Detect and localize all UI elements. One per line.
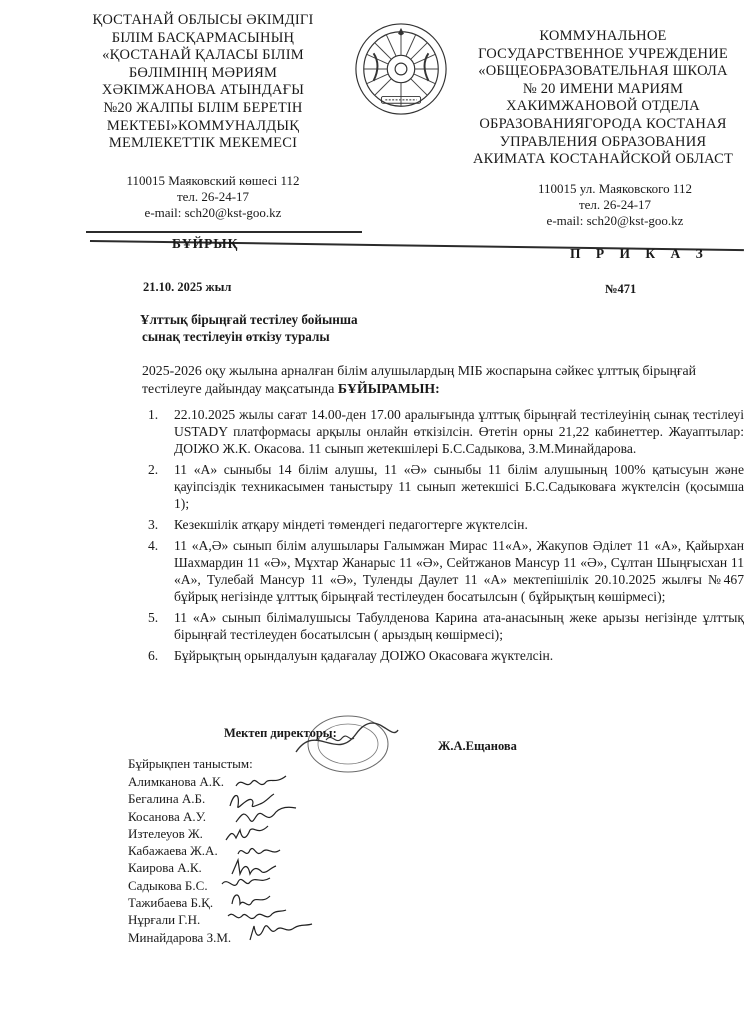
order-item [148, 406, 744, 457]
item-text: 22.10.2025 жылы сағат 14.00-ден 17.00 аралығында ұлттық бірыңғай тестілеуінің сынақ тестілеуі USTADY платформасы арқылы онлайн өткізілсін. Өтетін орны 21,22 кабинеттер. Жауаптылар: ДОІЖО Ж.К. Окасова. 11 сынып жетекшілері Б.С.Садыкова, З.М.Минайдарова. [174, 407, 744, 456]
acquainted-person: Изтелеуов Ж. [128, 825, 203, 841]
doc-type-kazakh: БҰЙРЫҚ [172, 236, 239, 251]
acquainted-person: Минайдарова З.М. [128, 929, 232, 945]
address-phone: тел. 26-24-17 [176, 189, 250, 204]
header-kz-line: ҚОСТАНАЙ ОБЛЫСЫ ӘКІМДІГІ [92, 12, 314, 28]
signature-icon [246, 922, 316, 944]
item-text: 11 «А» сыныбы 14 білім алушы, 11 «Ә» сыныбы 11 білім алушының 100% қатысуын және қауіпсіздік техникасымен таныстыру 11 сынып жетекшісі Б.С.Садыковаға жүктелсін (қосымша 1); [174, 462, 744, 511]
header-kz-line: №20 ЖАЛПЫ БІЛІМ БЕРЕТІН [103, 99, 303, 116]
header-kz-line: БІЛІМ БАСҚАРМАСЫНЫҢ [111, 29, 295, 46]
acquainted-person: Каирова А.К. [128, 860, 202, 876]
header-russian [462, 28, 744, 169]
address-email: e-mail: sch20@kst-goo.kz [144, 205, 282, 220]
item-text: Бұйрықтың орындалуын қадағалау ДОІЖО Окасоваға жүктелсін. [174, 648, 554, 663]
subject-line: Ұлттық бірыңғай тестілеу бойынша [140, 312, 358, 327]
intro-line: 2025-2026 оқу жылына арналған білім алушылардың МІБ жоспарына сәйкес ұлттық бірыңғай [142, 363, 697, 378]
state-emblem-icon [352, 20, 450, 118]
item-text: Кезекшілік атқару міндеті төмендегі педагогтерге жүктелсін. [174, 517, 528, 532]
order-subject [140, 311, 460, 345]
address-email: e-mail: sch20@kst-goo.kz [546, 213, 684, 228]
header-ru-line: АКИМАТА КОСТАНАЙСКОЙ ОБЛАСТ [472, 151, 734, 168]
acquainted-person: Нұрғали Г.Н. [128, 912, 201, 928]
item-number: 5. [148, 610, 159, 625]
item-number: 3. [148, 517, 159, 532]
subject-line: сынақ тестілеуін өткізу туралы [142, 329, 330, 344]
acquainted-person: Кабажаева Ж.А. [128, 843, 218, 859]
header-kz-line: «ҚОСТАНАЙ ҚАЛАСЫ БІЛІМ [102, 47, 304, 64]
acquainted-person: Бегалина А.Б. [128, 791, 206, 807]
order-item [148, 609, 744, 643]
order-intro [142, 362, 744, 397]
order-item [148, 516, 744, 533]
header-ru-line: ХАКИМЖАНОВОЙ ОТДЕЛА [506, 98, 700, 115]
header-ru-line: ГОСУДАРСТВЕННОЕ УЧРЕЖДЕНИЕ [478, 45, 728, 62]
director-name: Ж.А.Ещанова [438, 739, 517, 753]
address-street: 110015 Маяковский көшесі 112 [126, 173, 300, 188]
item-text: 11 «А,Ә» сынып білім алушылары Галымжан Мирас 11«А», Жакупов Әділет 11 «А», Қайырхан Шахмардин 11 «Ә», Мұхтар Жанарыс 11 «Ә», Сейтжанов Мансур 11 «Ә», Сұлтан Шыңғысхан 11 «А», Тулебай Мансур 11 «Ә», Туленды Даулет 11 «А» мектепішілік 20.10.2025 жылғы №467 бұйрық негізінде ұлттық бірыңғай тестілеуден босатылсын ( бұйрықтың көшірмесі); [174, 538, 744, 604]
order-number: №471 [605, 282, 637, 296]
doc-type-russian: П Р И К А З [570, 246, 709, 261]
acquainted-person: Косанова А.У. [128, 808, 206, 824]
address-russian [500, 181, 730, 229]
acquainted-person: Тажибаева Б.Қ. [128, 895, 214, 911]
item-text: 11 «А» сынып білімалушысы Табулденова Карина ата-анасының жеке арызы негізінде ұлттық бірыңғай тестілеуден босатылсын ( арыздың көшірмесі); [174, 610, 744, 642]
header-kz-line: БӨЛІМІНІҢ МӘРИЯМ [128, 64, 278, 81]
item-number: 2. [148, 462, 159, 477]
item-number: 1. [148, 407, 159, 422]
header-ru-line: № 20 ИМЕНИ МАРИЯМ [522, 80, 684, 97]
intro-order-word: БҰЙЫРАМЫН: [337, 380, 440, 396]
acquainted-person: Садыкова Б.С. [128, 877, 208, 893]
round-stamp-icon [286, 712, 406, 776]
item-number: 6. [148, 648, 159, 663]
order-date: 21.10. 2025 жыл [143, 280, 232, 294]
order-item [148, 647, 744, 664]
intro-prefix: тестілеуге дайындау мақсатында [142, 380, 338, 396]
intro-line [142, 380, 744, 398]
header-kazakh [78, 12, 328, 153]
address-street: 110015 ул. Маяковского 112 [538, 181, 692, 196]
header-kz-line: ХӘКІМЖАНОВА АТЫНДАҒЫ [101, 82, 305, 99]
address-kazakh [88, 173, 338, 221]
address-phone: тел. 26-24-17 [578, 197, 652, 212]
header-ru-line: «ОБЩЕОБРАЗОВАТЕЛЬНАЯ ШКОЛА [478, 63, 728, 80]
header-kz-line: МЕМЛЕКЕТТІК МЕКЕМЕСІ [108, 135, 298, 152]
header-ru-line: КОММУНАЛЬНОЕ [539, 28, 667, 44]
item-number: 4. [148, 538, 159, 553]
order-item [148, 537, 744, 605]
acquainted-title: Бұйрықпен таныстым: [128, 756, 253, 771]
acquainted-list [128, 773, 231, 946]
header-divider-left [86, 231, 362, 233]
header-kz-line: МЕКТЕБІ»КОММУНАЛДЫҚ [106, 117, 300, 134]
header-ru-line: УПРАВЛЕНИЯ ОБРАЗОВАНИЯ [499, 133, 707, 150]
director-label: Мектеп директоры: [224, 726, 337, 740]
header-ru-line: ОБРАЗОВАНИЯГОРОДА КОСТАНАЯ [479, 115, 727, 132]
acquainted-person: Алимканова А.К. [128, 774, 224, 789]
order-items [148, 406, 744, 668]
order-item [148, 461, 744, 512]
